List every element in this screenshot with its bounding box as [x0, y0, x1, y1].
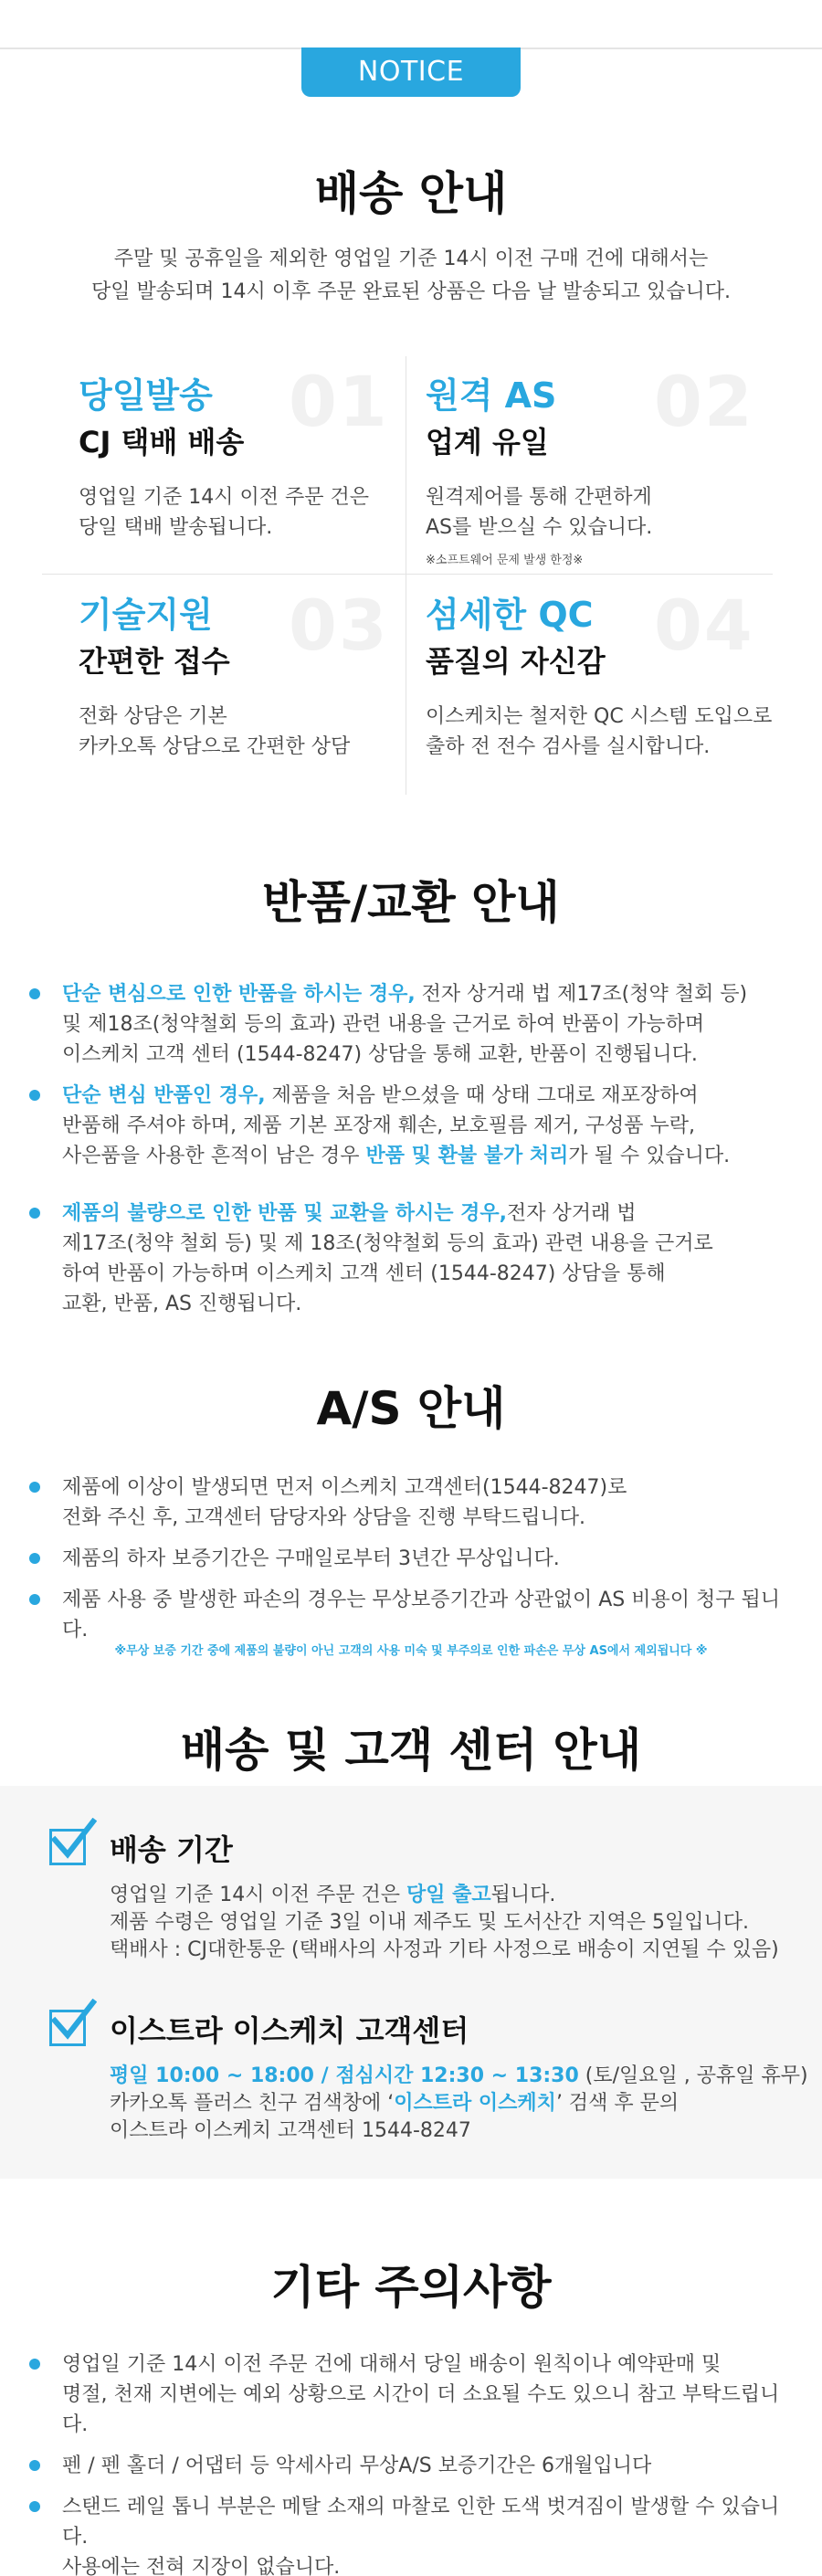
body-text: 카카오톡 플러스 친구 검색창에 ‘ — [110, 2092, 395, 2115]
list-item — [0, 2492, 822, 2576]
item-text: 제17조(청약 철회 등) 및 제 18조(청약철회 등의 효과) 관련 내용을 근거로 — [62, 1232, 713, 1255]
body-text: 이스트라 이스케치 고객센터 1544-8247 — [110, 2119, 471, 2142]
feature-cell-same-day — [79, 373, 444, 543]
feature-desc — [426, 702, 791, 762]
feature-subtitle: CJ 택배 배송 — [79, 425, 245, 459]
feature-desc-line: 영업일 기준 14시 이전 주문 건은 — [79, 486, 369, 509]
feature-desc-line: AS를 받으실 수 있습니다. — [426, 516, 653, 539]
as-title: A/S 안내 — [316, 1382, 506, 1435]
item-text: 하여 반품이 가능하며 이스케치 고객 센터 (1544-8247) 상담을 통해 — [62, 1262, 666, 1285]
item-text: 전화 주신 후, 고객센터 담당자와 상담을 진행 부탁드립니다. — [62, 1506, 585, 1529]
list-item — [0, 1585, 822, 1645]
item-text: 제품 사용 중 발생한 파손의 경우는 무상보증기간과 상관없이 AS 비용이 청구 됩니다. — [62, 1589, 781, 1642]
checkmark-icon — [47, 1818, 97, 1862]
list-item — [0, 1198, 822, 1319]
highlight-text: 당일 출고 — [406, 1884, 491, 1906]
item-text: 영업일 기준 14시 이전 주문 건에 대해서 당일 배송이 원칙이나 예약판매 및 — [62, 2353, 722, 2376]
item-text: 제품을 처음 받으셨을 때 상태 그대로 재포장하여 — [265, 1084, 699, 1107]
grid-horizontal-divider — [42, 574, 773, 575]
as-list — [0, 1473, 822, 1645]
bullet-dot — [29, 1090, 40, 1101]
bullet-dot — [29, 1208, 40, 1219]
feature-desc — [426, 482, 791, 543]
item-text: 이스케치 고객 센터 (1544-8247) 상담을 통해 교환, 반품이 진행됩니다. — [62, 1043, 698, 1066]
list-item — [0, 979, 822, 1070]
delivery-title: 배송 안내 — [314, 167, 508, 220]
highlight-text: 단순 변심으로 인한 반품을 하시는 경우, — [62, 983, 416, 1006]
list-item — [0, 2451, 822, 2481]
item-text: 제품에 이상이 발생되면 먼저 이스케치 고객센터(1544-8247)로 — [62, 1476, 627, 1499]
item-text: 스탠드 레일 톱니 부분은 메탈 소재의 마찰로 인한 도색 벗겨짐이 발생할 수 있습니다. — [62, 2496, 780, 2549]
bullet-dot — [29, 1482, 40, 1493]
delivery-intro-line1: 주말 및 공휴일을 제외한 영업일 기준 14시 이전 구매 건에 대해서는 — [113, 248, 709, 270]
customer-center-title: 이스트라 이스케치 고객센터 — [110, 2013, 469, 2048]
bullet-dot — [29, 2501, 40, 2512]
list-item — [0, 2349, 822, 2440]
feature-desc — [79, 482, 444, 543]
item-text: 및 제18조(청약철회 등의 효과) 관련 내용을 근거로 하여 반품이 가능하며 — [62, 1013, 705, 1036]
checkmark-icon — [47, 1999, 97, 2043]
highlight-text: 반품 및 환불 불가 처리 — [365, 1145, 569, 1167]
feature-subtitle: 품질의 자신감 — [426, 644, 606, 679]
etc-title: 기타 주의사항 — [270, 2261, 552, 2314]
feature-desc-line: 원격제어를 통해 간편하게 — [426, 486, 652, 509]
feature-note: ※소프트웨어 문제 발생 한정※ — [426, 554, 584, 567]
service-title: 배송 및 고객 센터 안내 — [180, 1724, 642, 1777]
item-text: 교환, 반품, AS 진행됩니다. — [62, 1293, 302, 1315]
notice-tab: NOTICE — [301, 48, 521, 97]
feature-desc-line: 카카오톡 상담으로 간편한 상담 — [79, 735, 351, 758]
body-text: ’ 검색 후 문의 — [555, 2092, 680, 2115]
item-text: 명절, 천재 지변에는 예외 상황으로 시간이 더 소요될 수도 있으니 참고 부탁드립니다. — [62, 2383, 780, 2436]
feature-subtitle: 업계 유일 — [426, 425, 549, 459]
bullet-dot — [29, 988, 40, 999]
highlight-text: 평일 10:00 ~ 18:00 / 점심시간 12:30 ~ 13:30 — [110, 2064, 579, 2087]
returns-title: 반품/교환 안내 — [262, 876, 560, 929]
highlight-text: 제품의 불량으로 인한 반품 및 교환을 하시는 경우, — [62, 1202, 508, 1225]
bullet-dot — [29, 2460, 40, 2471]
customer-center-body — [110, 2063, 808, 2145]
bullet-dot — [29, 1553, 40, 1564]
body-text: 택배사 : CJ대한통운 (택배사의 사정과 기타 사정으로 배송이 지연될 수 있음) — [110, 1938, 779, 1961]
body-text: 영업일 기준 14시 이전 주문 건은 — [110, 1884, 406, 1906]
item-text: 사은품을 사용한 흔적이 남은 경우 — [62, 1145, 366, 1167]
bullet-dot — [29, 2359, 40, 2370]
item-text: 가 될 수 있습니다. — [568, 1145, 731, 1167]
cell-number: 04 — [654, 585, 754, 666]
shipping-period-title: 배송 기간 — [110, 1832, 233, 1867]
feature-title: 당일발송 — [79, 375, 213, 416]
highlight-text: 단순 변심 반품인 경우, — [62, 1084, 266, 1107]
feature-desc — [79, 702, 444, 762]
as-warning-note: ※무상 보증 기간 중에 제품의 불량이 아닌 고객의 사용 미숙 및 부주의로 인한 파손은 무상 AS에서 제외됩니다 ※ — [114, 1644, 708, 1658]
feature-cell-qc — [426, 592, 791, 762]
delivery-intro-line2: 당일 발송되며 14시 이후 주문 완료된 상품은 다음 날 발송되고 있습니다. — [91, 280, 731, 303]
feature-desc-line: 당일 택배 발송됩니다. — [79, 516, 273, 539]
item-text: 펜 / 펜 홀더 / 어댑터 등 악세사리 무상A/S 보증기간은 6개월입니다 — [62, 2455, 652, 2477]
bullet-dot — [29, 1594, 40, 1605]
feature-subtitle: 간편한 접수 — [79, 644, 230, 679]
feature-desc-line: 출하 전 전수 검사를 실시합니다. — [426, 735, 711, 758]
list-item — [0, 1081, 822, 1171]
item-text: 사용에는 전혀 지장이 없습니다. — [62, 2556, 341, 2576]
feature-cell-tech-support — [79, 592, 444, 762]
body-text: 됩니다. — [490, 1884, 556, 1906]
feature-cell-remote-as — [426, 373, 791, 567]
highlight-text: 이스트라 이스케치 — [394, 2092, 556, 2115]
etc-list — [0, 2349, 822, 2576]
body-text: 제품 수령은 영업일 기준 3일 이내 제주도 및 도서산간 지역은 5일입니다. — [110, 1911, 749, 1934]
list-item — [0, 1544, 822, 1574]
feature-title: 기술지원 — [79, 595, 213, 635]
feature-desc-line: 이스케치는 철저한 QC 시스템 도입으로 — [426, 705, 773, 728]
item-text: 제품의 하자 보증기간은 구매일로부터 3년간 무상입니다. — [62, 1547, 560, 1570]
feature-title: 섬세한 QC — [426, 595, 594, 635]
shipping-period-body — [110, 1882, 779, 1964]
cell-number: 01 — [289, 361, 389, 442]
cell-number: 03 — [289, 585, 389, 666]
body-text: (토/일요일 , 공휴일 휴무) — [578, 2064, 808, 2087]
list-item — [0, 1473, 822, 1533]
item-text: 반품해 주셔야 하며, 제품 기본 포장재 훼손, 보호필름 제거, 구성품 누락, — [62, 1114, 695, 1137]
item-text: 전자 상거래 법 제17조(청약 철회 등) — [415, 983, 748, 1006]
feature-title: 원격 AS — [426, 375, 557, 416]
feature-desc-line: 전화 상담은 기본 — [79, 705, 227, 728]
item-text: 전자 상거래 법 — [507, 1202, 637, 1225]
cell-number: 02 — [654, 361, 754, 442]
returns-list — [0, 979, 822, 1319]
